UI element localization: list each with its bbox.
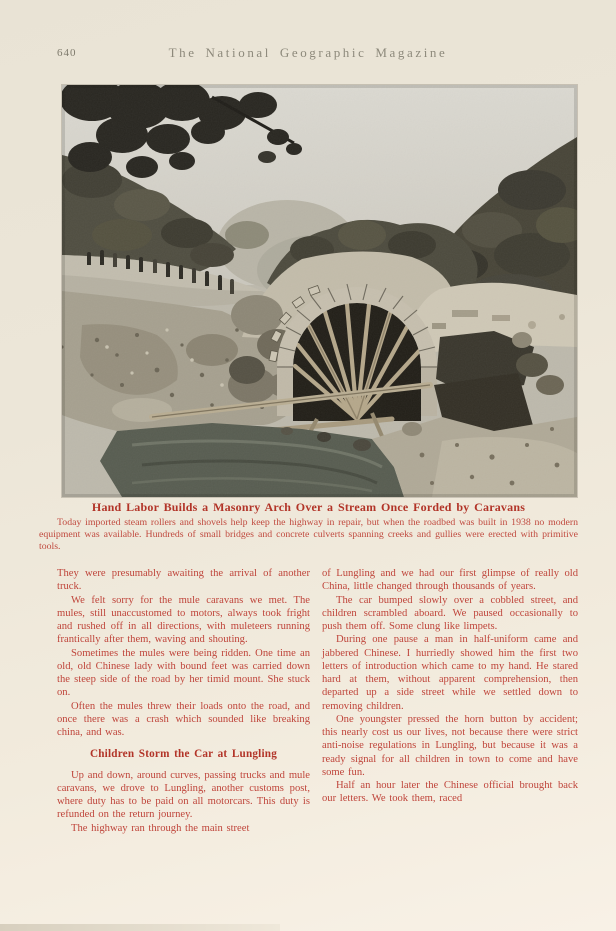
paragraph: Sometimes the mules were being ridden. One time an old, old Chinese lady with bound feet was carried down the steep side of the road by her timid mount. She stuck on. — [57, 647, 310, 699]
paragraph: They were presumably awaiting the arrival of another truck. — [57, 568, 310, 593]
page-number: 640 — [57, 47, 77, 59]
paragraph: Half an hour later the Chinese official brought back our letters. We took them, raced — [322, 780, 578, 805]
paragraph: One youngster pressed the horn button by accident; this nearly cost us our lives, not because there were strict anti-noise regulations in Lungling, but because it was a ready signal for all children in town to come and have some fun. — [322, 713, 578, 778]
paragraph: of Lungling and we had our first glimpse of really old China, little changed through thousands of years. — [322, 568, 578, 593]
section-subheading: Children Storm the Car at Lungling — [89, 748, 277, 761]
text-column-right — [322, 567, 578, 806]
paragraph: During one pause a man in half-uniform came and jabbered Chinese. I hurriedly showed him the first two letters of introduction which came to my hand. He stared hard at them, without apparent comprehension, then departed up a side street while we settled down to removing children. — [322, 634, 578, 712]
bridge-construction-photo-illustration — [62, 85, 577, 497]
paragraph: The car bumped slowly over a cobbled street, and children scrambled aboard. We paused occasionally to push them off. Some clung like limpets. — [322, 594, 578, 632]
paragraph: Often the mules threw their loads onto the road, and once there was a crash which sounded like breaking china, and was. — [57, 700, 310, 738]
paragraph: We felt sorry for the mule caravans we met. The mules, still unaccustomed to motors, always took fright and rushed off in all directions, with muleteers running frantically after them, waving and shouting. — [57, 594, 310, 646]
paragraph: Up and down, around curves, passing trucks and mule caravans, we drove to Lungling, another customs post, where duty has to be paid on all motorcars. This duty is refunded on the return journey. — [57, 769, 310, 821]
photograph — [62, 85, 577, 497]
caption-title: Hand Labor Builds a Masonry Arch Over a Stream Once Forded by Caravans — [91, 500, 526, 514]
magazine-title: The National Geographic Magazine — [168, 45, 448, 60]
text-column-left — [57, 567, 310, 835]
paragraph: The highway ran through the main street — [71, 822, 250, 834]
caption-body: Today imported steam rollers and shovels help keep the highway in repair, but when the roadbed was built in 1938 no modern equipment was available. Hundreds of small bridges and concrete culverts spanning creeks and gullies were erected with primitive tools. — [39, 517, 578, 552]
